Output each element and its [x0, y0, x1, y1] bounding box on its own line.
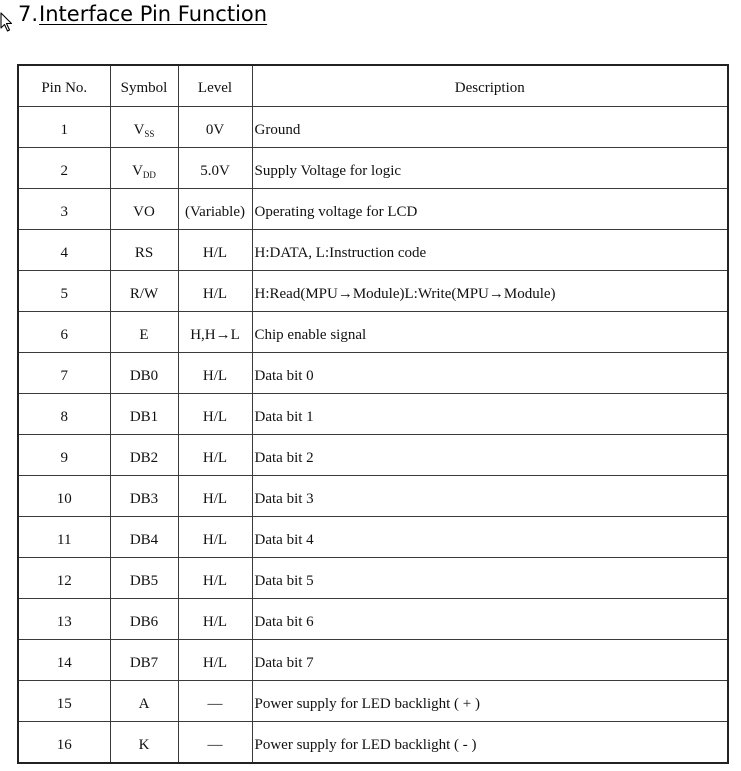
symbol-cell: [110, 188, 178, 229]
description-cell-text: Data bit 0: [254, 368, 314, 384]
description-cell: [252, 516, 728, 557]
level-cell-text: H/L: [202, 368, 228, 384]
pin-number-cell-text: 2: [60, 163, 68, 179]
pin-number-cell: [18, 106, 110, 147]
symbol-cell-text: E: [139, 327, 149, 343]
table-header-row: [18, 65, 728, 106]
table-row: [18, 229, 728, 270]
description-cell-text: H:DATA, L:Instruction code: [254, 245, 427, 261]
table-row: [18, 352, 728, 393]
table-row: [18, 393, 728, 434]
table-row: [18, 680, 728, 721]
pin-number-cell-text: 4: [60, 245, 68, 261]
symbol-cell-text: A: [138, 696, 150, 712]
level-cell: [178, 106, 252, 147]
level-cell: [178, 352, 252, 393]
pin-number-cell: [18, 229, 110, 270]
pin-number-cell: [18, 721, 110, 763]
pin-number-cell: [18, 147, 110, 188]
pin-number-cell: [18, 516, 110, 557]
level-cell-text: H/L: [202, 491, 228, 507]
pin-number-cell: [18, 639, 110, 680]
description-cell-text: Power supply for LED backlight ( + ): [254, 696, 480, 712]
table-row: [18, 147, 728, 188]
section-number: 7.: [18, 2, 39, 26]
pin-number-cell-text: 13: [56, 614, 72, 630]
level-cell: [178, 434, 252, 475]
symbol-cell: [110, 475, 178, 516]
pin-number-cell-text: 11: [57, 532, 72, 548]
symbol-cell-text: DB0: [129, 368, 159, 384]
pin-number-cell: [18, 311, 110, 352]
description-cell: [252, 270, 728, 311]
pin-number-cell-text: 1: [60, 122, 68, 138]
table-row: [18, 106, 728, 147]
symbol-cell-text: RS: [134, 245, 154, 261]
description-cell: [252, 639, 728, 680]
level-cell-text: H/L: [202, 573, 228, 589]
symbol-cell: [110, 229, 178, 270]
symbol-cell: [110, 639, 178, 680]
description-cell-text: Data bit 2: [254, 450, 314, 466]
section-title: Interface Pin Function: [39, 2, 268, 26]
pin-number-cell-text: 3: [60, 204, 68, 220]
pin-number-cell: [18, 475, 110, 516]
description-cell: [252, 393, 728, 434]
pin-number-cell: [18, 557, 110, 598]
table-row: [18, 434, 728, 475]
symbol-cell-text: DB3: [129, 491, 159, 507]
table-row: [18, 557, 728, 598]
description-cell-text: Supply Voltage for logic: [254, 163, 402, 179]
description-cell: [252, 475, 728, 516]
description-cell: [252, 598, 728, 639]
symbol-cell-text: DB5: [129, 573, 159, 589]
level-cell-text: H/L: [202, 532, 228, 548]
header-level: Level: [178, 65, 252, 106]
level-cell-text: H/L: [202, 655, 228, 671]
description-cell: [252, 106, 728, 147]
symbol-cell: [110, 147, 178, 188]
description-cell-text: Data bit 4: [254, 532, 314, 548]
level-cell-text: H/L: [202, 450, 228, 466]
pin-number-cell-text: 6: [60, 327, 68, 343]
symbol-subscript: SS: [144, 129, 155, 139]
description-cell-text: Data bit 1: [254, 409, 314, 425]
pin-number-cell: [18, 393, 110, 434]
pin-number-cell-text: 8: [60, 409, 68, 425]
table-row: [18, 270, 728, 311]
symbol-cell-text: K: [138, 737, 150, 753]
table-row: [18, 721, 728, 763]
symbol-cell-text: DB4: [129, 532, 159, 548]
pin-number-cell-text: 16: [56, 737, 72, 753]
level-cell: [178, 557, 252, 598]
symbol-cell-text: DB6: [129, 614, 159, 630]
symbol-cell-text: VO: [133, 204, 155, 220]
level-cell-text: H/L: [202, 409, 228, 425]
description-cell: [252, 311, 728, 352]
description-cell-text: Data bit 3: [254, 491, 314, 507]
level-cell: [178, 680, 252, 721]
table-row: [18, 516, 728, 557]
level-cell: [178, 598, 252, 639]
symbol-cell: [110, 721, 178, 763]
level-cell: [178, 393, 252, 434]
table-row: [18, 598, 728, 639]
description-cell: [252, 352, 728, 393]
description-cell-text: Data bit 5: [254, 573, 314, 589]
pin-table-body: [18, 106, 728, 763]
pin-number-cell-text: 9: [60, 450, 68, 466]
header-description: Description: [252, 65, 728, 106]
description-cell: [252, 721, 728, 763]
symbol-cell: [110, 557, 178, 598]
mouse-pointer-icon: [0, 12, 14, 32]
symbol-cell-text: DB2: [129, 450, 159, 466]
table-row: [18, 188, 728, 229]
level-cell: [178, 188, 252, 229]
section-heading: [18, 2, 267, 26]
symbol-cell: [110, 434, 178, 475]
level-cell-text: (Variable): [185, 204, 245, 220]
level-cell-text: H/L: [202, 245, 228, 261]
description-cell: [252, 434, 728, 475]
symbol-cell: [110, 270, 178, 311]
symbol-cell-text: DB7: [129, 655, 159, 671]
symbol-cell-text: V: [133, 122, 145, 138]
level-cell: [178, 721, 252, 763]
level-cell: [178, 147, 252, 188]
symbol-cell: [110, 352, 178, 393]
table-row: [18, 311, 728, 352]
pin-number-cell-text: 5: [60, 286, 68, 302]
level-cell-text: 5.0V: [200, 163, 230, 179]
level-cell-text: 0V: [205, 122, 225, 138]
level-cell: [178, 639, 252, 680]
symbol-cell: [110, 516, 178, 557]
pin-number-cell: [18, 270, 110, 311]
symbol-cell: [110, 393, 178, 434]
level-cell: [178, 311, 252, 352]
header-symbol: Symbol: [110, 65, 178, 106]
pin-number-cell-text: 7: [60, 368, 68, 384]
table-row: [18, 475, 728, 516]
symbol-cell: [110, 311, 178, 352]
description-cell: [252, 557, 728, 598]
table-row: [18, 639, 728, 680]
description-cell-text: Data bit 7: [254, 655, 314, 671]
symbol-cell-text: V: [132, 163, 143, 179]
pin-number-cell: [18, 598, 110, 639]
description-cell: [252, 147, 728, 188]
pin-number-cell: [18, 680, 110, 721]
level-cell: [178, 270, 252, 311]
pin-number-cell-text: 14: [56, 655, 72, 671]
level-cell-text: —: [207, 737, 223, 753]
description-cell-text: Data bit 6: [254, 614, 314, 630]
description-cell-text: H:Read(MPU→Module)L:Write(MPU→Module): [254, 286, 556, 302]
description-cell: [252, 188, 728, 229]
symbol-cell: [110, 106, 178, 147]
pin-number-cell-text: 10: [56, 491, 72, 507]
level-cell: [178, 516, 252, 557]
level-cell-text: H/L: [202, 286, 228, 302]
symbol-cell-text: R/W: [129, 286, 159, 302]
description-cell-text: Operating voltage for LCD: [254, 204, 418, 220]
level-cell-text: —: [207, 696, 223, 712]
symbol-cell: [110, 598, 178, 639]
level-cell-text: H,H→L: [190, 327, 240, 343]
pin-number-cell: [18, 434, 110, 475]
description-cell: [252, 680, 728, 721]
description-cell-text: Power supply for LED backlight ( - ): [254, 737, 477, 753]
symbol-subscript: DD: [142, 170, 156, 180]
level-cell-text: H/L: [202, 614, 228, 630]
symbol-cell: [110, 680, 178, 721]
level-cell: [178, 229, 252, 270]
description-cell-text: Ground: [254, 122, 301, 138]
description-cell-text: Chip enable signal: [254, 327, 367, 343]
pin-number-cell: [18, 352, 110, 393]
header-pin-no: Pin No.: [18, 65, 110, 106]
description-cell: [252, 229, 728, 270]
pin-number-cell-text: 12: [56, 573, 72, 589]
pin-number-cell: [18, 188, 110, 229]
pin-function-table: [17, 64, 729, 764]
pin-number-cell-text: 15: [56, 696, 72, 712]
symbol-cell-text: DB1: [129, 409, 159, 425]
level-cell: [178, 475, 252, 516]
